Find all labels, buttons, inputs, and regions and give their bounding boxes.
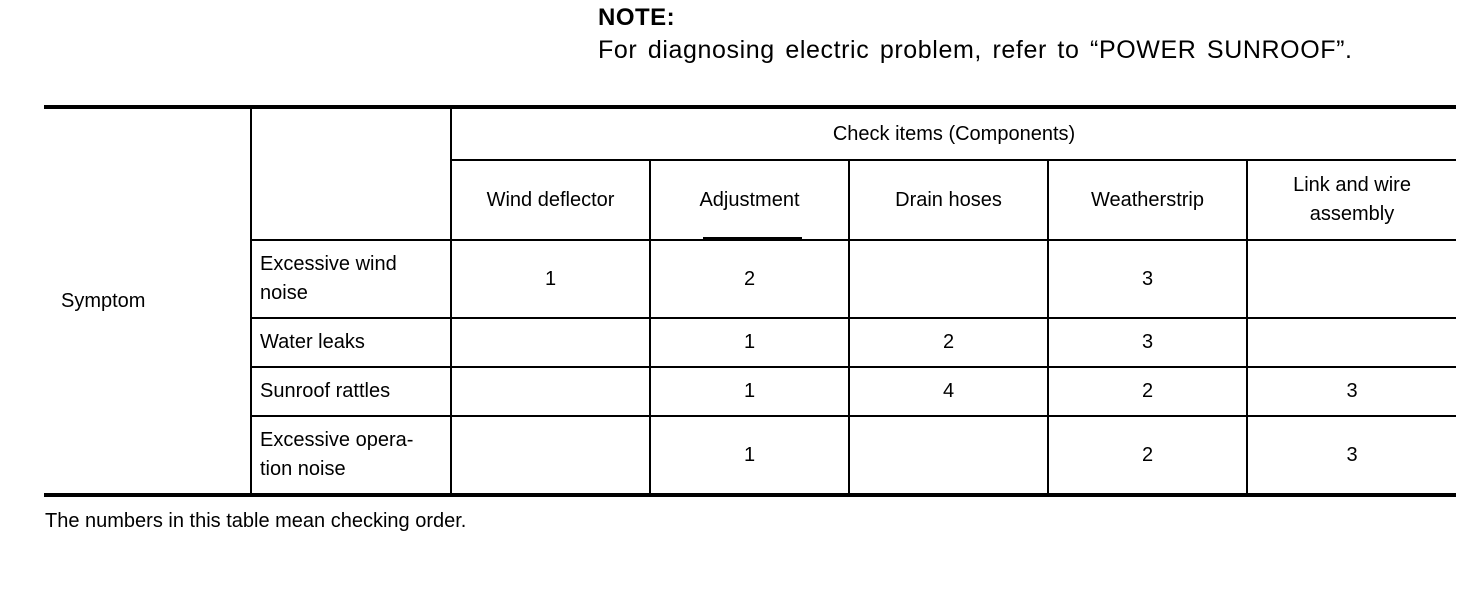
table-cell bbox=[451, 367, 650, 416]
symptom-text: Excessive wind noise bbox=[260, 253, 397, 304]
footnote: The numbers in this table mean checking order. bbox=[45, 510, 467, 532]
table-cell: 3 bbox=[1247, 367, 1456, 416]
column-header bbox=[650, 160, 849, 240]
column-header bbox=[1247, 160, 1456, 240]
table-cell: 2 bbox=[650, 240, 849, 318]
group-header: Check items (Components) bbox=[451, 107, 1456, 160]
adjustment-label-wrap bbox=[699, 186, 799, 215]
table-cell: 1 bbox=[650, 367, 849, 416]
symptom-cell: Sunroof rattles bbox=[251, 367, 451, 416]
table-cell bbox=[1247, 318, 1456, 367]
note-text: For diagnosing electric problem, refer to “POWER SUNROOF”. bbox=[598, 36, 1353, 64]
table-cell bbox=[451, 318, 650, 367]
table-row bbox=[44, 318, 1456, 367]
row-group-label-text: Symptom bbox=[61, 289, 146, 312]
column-header-text: Link and wire assembly bbox=[1293, 174, 1411, 225]
column-header: Wind deflector bbox=[451, 160, 650, 240]
underline-mark bbox=[703, 237, 801, 240]
table-row bbox=[44, 367, 1456, 416]
diagnosis-table bbox=[44, 105, 1456, 497]
row-group-label bbox=[44, 107, 251, 495]
table-cell bbox=[451, 416, 650, 495]
column-header: Weatherstrip bbox=[1048, 160, 1247, 240]
table-cell: 1 bbox=[650, 318, 849, 367]
column-header-text: Adjustment bbox=[699, 188, 800, 211]
table-cell: 1 bbox=[451, 240, 650, 318]
column-header: Drain hoses bbox=[849, 160, 1048, 240]
blank-corner-cell bbox=[251, 107, 451, 240]
table-cell: 2 bbox=[1048, 367, 1247, 416]
symptom-cell bbox=[251, 416, 451, 495]
symptom-cell bbox=[251, 240, 451, 318]
table-cell bbox=[849, 240, 1048, 318]
table-row bbox=[44, 416, 1456, 495]
table-cell bbox=[1247, 240, 1456, 318]
table-cell: 2 bbox=[849, 318, 1048, 367]
table-cell: 4 bbox=[849, 367, 1048, 416]
symptom-text: Excessive opera- tion noise bbox=[260, 429, 414, 480]
diagnosis-table-container bbox=[44, 105, 1456, 497]
note-heading: NOTE: bbox=[598, 4, 676, 31]
table-cell: 3 bbox=[1247, 416, 1456, 495]
table-cell: 3 bbox=[1048, 318, 1247, 367]
symptom-cell: Water leaks bbox=[251, 318, 451, 367]
table-cell: 3 bbox=[1048, 240, 1247, 318]
table-cell: 1 bbox=[650, 416, 849, 495]
table-row bbox=[44, 240, 1456, 318]
table-cell bbox=[849, 416, 1048, 495]
table-cell: 2 bbox=[1048, 416, 1247, 495]
header-row-group bbox=[44, 107, 1456, 160]
